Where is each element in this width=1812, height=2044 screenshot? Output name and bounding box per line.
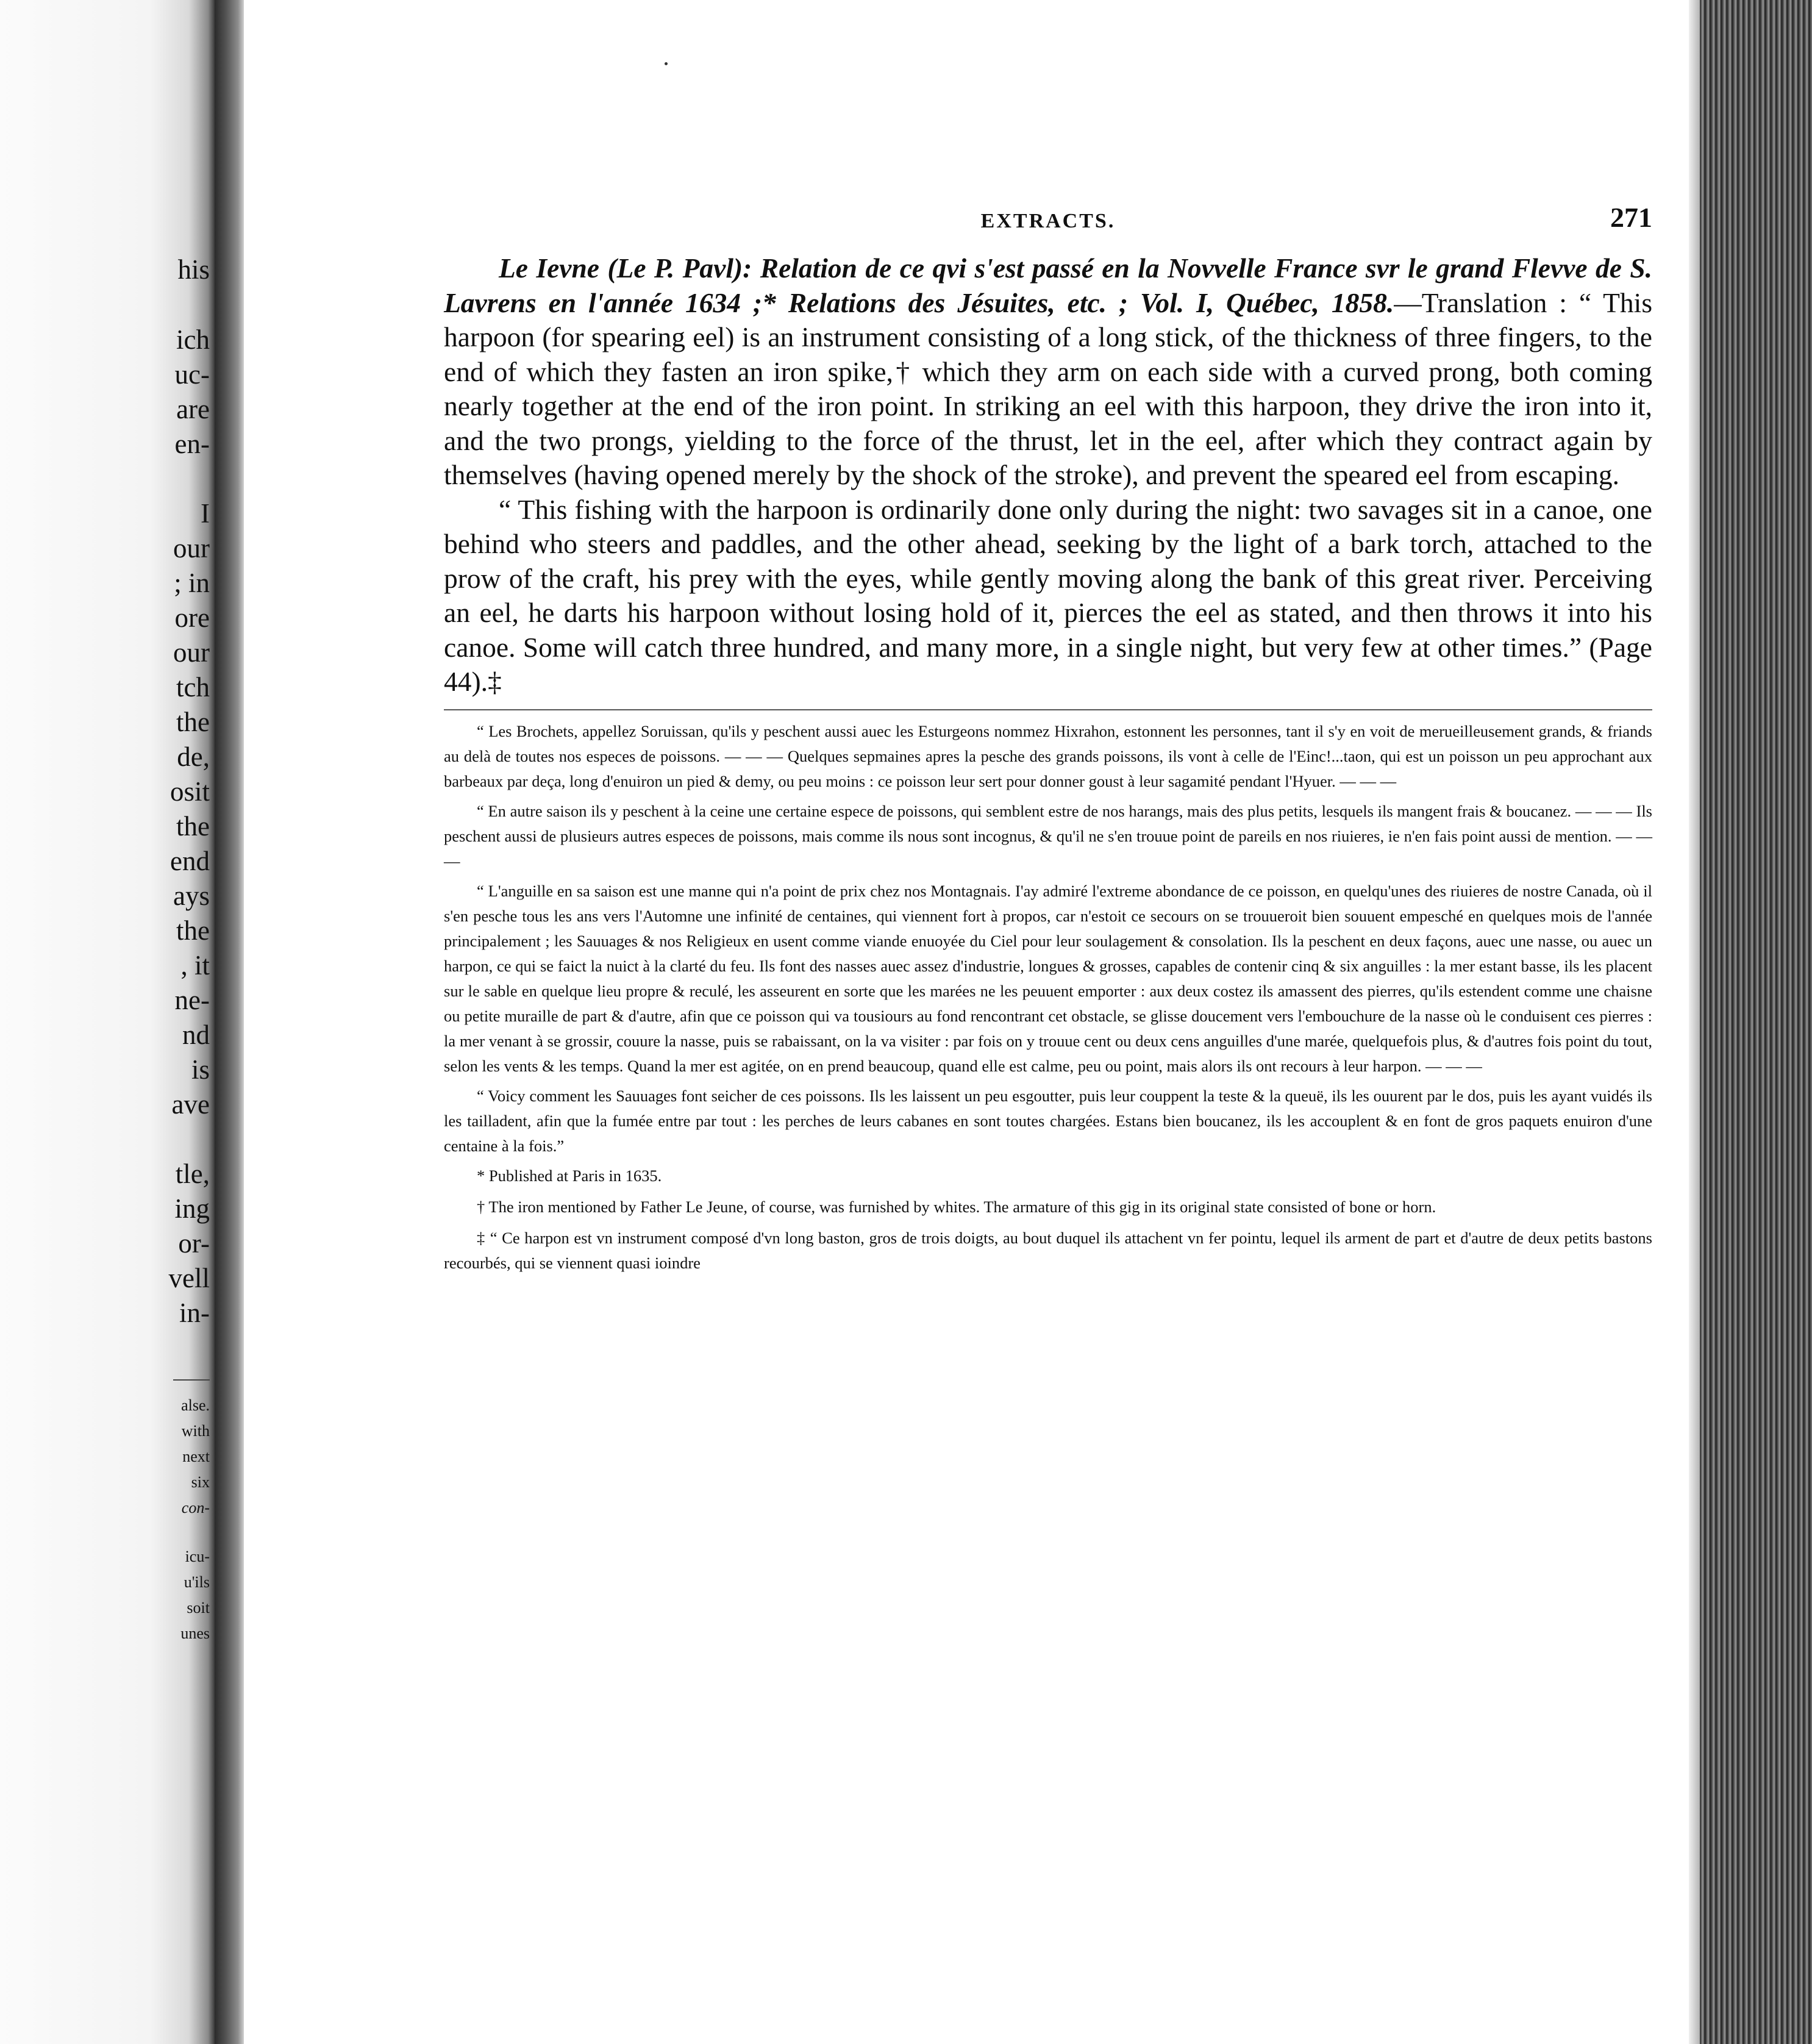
facing-page-line: , it <box>180 950 210 981</box>
facing-page-line: ; in <box>174 568 210 598</box>
facing-page-rule <box>173 1379 210 1381</box>
book-gutter <box>215 0 244 2044</box>
facing-page-line: is <box>191 1054 210 1085</box>
citation-series: Relations des Jésuites, etc. ; Vol. I, Québec, 1858. <box>788 287 1394 318</box>
facing-page-line: ich <box>176 324 210 355</box>
facing-page-note: unes <box>180 1624 210 1642</box>
facing-page-line: ave <box>171 1089 210 1120</box>
facing-page-note: with <box>181 1422 210 1440</box>
paragraph-1-text: “ This harpoon (for spearing eel) is an instrument consisting of a long stick, of the thickness of three fingers, to the end of which they fasten an iron spike,† which they arm on each side with a curved prong, both coming nearly together at the end of the iron point. In striking an eel with this harpoon, they drive the iron into it, and the two prongs, yielding to the force of the thrust, let in the eel, after which they contract again by themselves (having opened merely by the shock of the stroke), and prevent the speared eel from escaping. <box>444 287 1653 490</box>
footnote-dagger: † The iron mentioned by Father Le Jeune, of course, was furnished by whites. The armature of this gig in its original state consisted of bone or horn. <box>477 1197 1436 1216</box>
footnote-rule <box>444 709 1652 710</box>
facing-page-line: tle, <box>175 1159 210 1189</box>
footnote-seicher: “ Voicy comment les Sauuages font seicher de ces poissons. Ils les laissent un peu esgoutter, puis leur couppent la teste & la queuë, ils les ouurent par le dos, puis les ayant vuidés ils les tailladent, afin que la fumée entre par tout : les perches de leurs cabanes en sont toutes chargées. Estans bien boucanez, ils les accouplent & en font de gros paquets enuiron d'une centaine à la fois.” <box>444 1086 1652 1155</box>
facing-page-note: con- <box>181 1499 210 1517</box>
page-content <box>444 201 1652 1282</box>
facing-page-line: the <box>176 707 210 737</box>
citation-author-paren: (Le P. Pavl): <box>607 252 752 284</box>
translation-label: —Translation : <box>1394 287 1567 318</box>
footnote-brochets: “ Les Brochets, appellez Soruissan, qu'ils y peschent aussi auec les Esturgeons nommez Hixrahon, estonnent les personnes, tant il s'y en voit de merueilleusement grands, & friands au delà de toutes nos especes de poissons. — — — Quelques sepmaines apres la pesche des grands poissons, ils vont à celle de l'Einc!...taon, qui est un poisson un peu approchant aux barbeaux par deça, long d'enuiron un pied & demy, ou peu moins : ce poisson leur sert pour donner goust à leur sagamité pendant l'Hyuer. — — — <box>444 721 1652 790</box>
citation-title: Relation de ce qvi s'est passé en la Novvelle France svr le grand Flevve de S. Lavrens en l'année 1634 ;* <box>444 252 1653 318</box>
facing-page <box>0 0 215 2044</box>
facing-page-line: osit <box>169 776 210 807</box>
footnote-harangs: “ En autre saison ils y peschent à la ceine une certaine espece de poissons, qui semblent estre de nos harangs, mais des plus petits, lesquels ils mangent frais & boucanez. — — — Ils peschent aussi de plusieurs autres especes de poissons, mais comme ils nous sont incognus, & qu'il ne s'en trouue point de pareils en nos riuieres, ie n'en fais point aussi de mention. — — — <box>444 801 1652 870</box>
facing-page-line: uc- <box>174 359 210 390</box>
facing-page-note: alse. <box>181 1396 210 1414</box>
page-header <box>444 201 1652 240</box>
facing-page-line: his <box>177 254 210 285</box>
facing-page-line: en- <box>174 429 210 459</box>
facing-page-line: our <box>173 533 210 563</box>
facing-page-line: or- <box>178 1228 210 1259</box>
facing-page-line: our <box>173 637 210 668</box>
facing-page-line: end <box>170 846 210 876</box>
facing-page-line: ing <box>174 1193 210 1224</box>
facing-page-line: de, <box>177 741 210 772</box>
footnote-anguille: “ L'anguille en sa saison est une manne qui n'a point de prix chez nos Montagnais. I'ay admiré l'extreme abondance de ce poisson, en quelqu'unes des riuieres de nostre Canada, où il s'en pesche tous les ans vers l'Automne une infinité de centaines, qui viennent fort à propos, car n'estoit ce secours on se trouueroit bien souuent empesché en quelques mois de l'année principalement ; les Sauuages & nos Religieux en usent comme viande enuoyée du Ciel pour leur soulagement & consolation. Ils la peschent en deux façons, auec une nasse, ou auec un harpon, ce qui se faict la nuict à la clarté du feu. Ils font des nasses auec assez d'industrie, longues & grosses, capables de contenir cinq & six anguilles : la mer estant basse, ils les placent sur le sable en quelque lieu propre & reculé, les asseurent en sorte que les marées ne les peuuent emporter : aux deux costez ils amassent des pierres, qu'ils estendent comme une chaisne ou petite muraille de part & d'autre, afin que ce poisson qui va tousiours au fond rencontrant cet obstacle, se glisse doucement vers l'embouchure de la nasse où le conduisent ces pierres : la mer venant à se grossir, couure la nasse, puis se rabaissant, on la va visiter : par fois on y trouue cent ou deux cens anguilles d'une marée, quelquefois plus, & d'autres fois point du tout, selon les vents & les temps. Quand la mer est agitée, on en prend beaucoup, quand elle est calme, peu ou point, mais alors ils ont recours à leur harpon. — — — <box>444 881 1652 1075</box>
running-head: EXTRACTS. <box>980 210 1116 232</box>
facing-page-line: ays <box>173 881 210 911</box>
facing-page-line: the <box>176 915 210 946</box>
facing-page-line: are <box>176 394 210 424</box>
paragraph-citation <box>444 251 1652 493</box>
book-page-edges <box>1689 0 1812 2044</box>
facing-page-line: ore <box>174 602 210 633</box>
facing-page-line: nd <box>182 1020 210 1050</box>
footnote-star: * Published at Paris in 1635. <box>477 1166 662 1185</box>
paragraph-2: “ This fishing with the harpoon is ordinarily done only during the night: two savages sit in a canoe, one behind who steers and paddles, and the other ahead, seeking by the light of a bark torch, attached to the prow of the craft, his prey with the eyes, while gently moving along the bank of this great river. Perceiving an eel, he darts his harpoon without losing hold of it, pierces the eel as stated, and then throws it into his canoe. Some will catch three hundred, and many more, in a single night, but very few at other times.” (Page 44).‡ <box>444 493 1652 697</box>
facing-page-note: six <box>191 1473 210 1491</box>
facing-page-line: ne- <box>174 985 210 1015</box>
facing-page-line: vell <box>168 1263 210 1293</box>
facing-page-line: I <box>201 498 210 529</box>
paper-speck <box>665 62 668 65</box>
facing-page-note: icu- <box>185 1548 210 1565</box>
facing-page-line: the <box>176 811 210 842</box>
facing-page-note: u'ils <box>184 1573 210 1591</box>
page-number: 271 <box>1610 202 1652 233</box>
facing-page-line: in- <box>179 1298 210 1328</box>
footnote-double-dagger: ‡ “ Ce harpon est vn instrument composé d'vn long baston, gros de trois doigts, au bout duquel ils attachent vn fer pointu, lequel ils arment de part et d'autre de deux petits bastons recourbés, qui se viennent quasi ioindre <box>444 1228 1652 1272</box>
facing-page-note: soit <box>187 1599 210 1617</box>
citation-author: Le Ievne <box>499 252 599 284</box>
facing-page-line: tch <box>176 672 210 702</box>
book-page <box>244 0 1689 2044</box>
facing-page-note: next <box>182 1448 210 1465</box>
